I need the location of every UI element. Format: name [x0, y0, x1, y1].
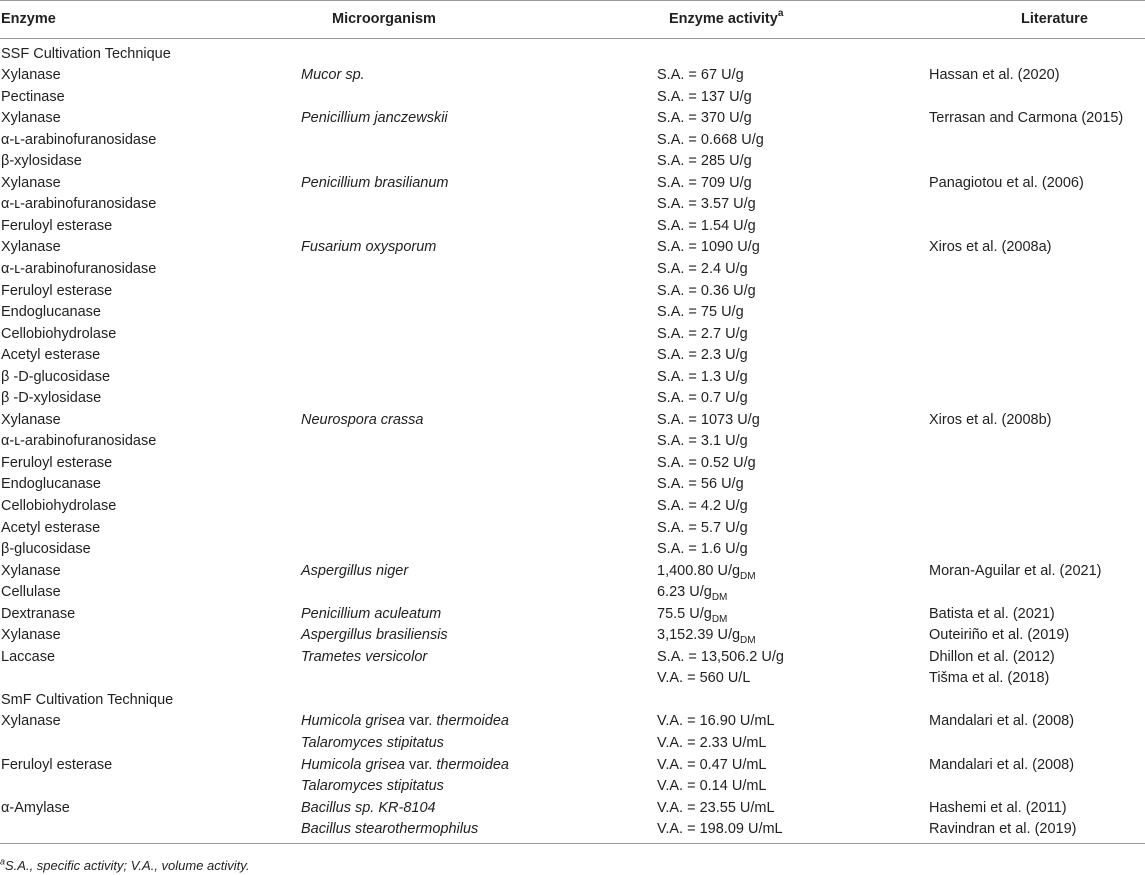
cell-literature: Tišma et al. (2018)	[929, 670, 1050, 687]
cell-enzyme-activity	[657, 172, 925, 194]
activity-value: S.A. = 285 U/g	[657, 153, 752, 170]
table-row	[0, 366, 1145, 388]
cell-literature: Batista et al. (2021)	[929, 605, 1055, 622]
table-row	[0, 495, 1145, 517]
cell-microorganism	[301, 151, 657, 173]
table-row	[0, 431, 1145, 453]
cell-literature: Hassan et al. (2020)	[929, 67, 1060, 84]
cell-literature	[925, 582, 1145, 604]
cell-microorganism: Fusarium oxysporum	[301, 239, 437, 256]
cell-microorganism: Bacillus stearothermophilus	[301, 819, 657, 844]
cell-literature	[925, 129, 1145, 151]
cell-enzyme: α-ʟ-arabinofuranosidase	[1, 260, 157, 277]
table-row	[0, 345, 1145, 367]
header-enzyme-activity	[657, 1, 925, 39]
table-row	[0, 172, 1145, 194]
cell-enzyme-activity	[657, 539, 925, 561]
table-footnote	[0, 858, 249, 873]
table-row	[0, 517, 1145, 539]
cell-enzyme-activity	[657, 452, 925, 474]
table-row	[0, 302, 1145, 324]
table-row	[0, 323, 1145, 345]
header-literature: Literature	[925, 1, 1145, 39]
cell-enzyme: Xylanase	[1, 562, 61, 579]
cell-microorganism	[301, 495, 657, 517]
table-row	[0, 754, 1145, 776]
cell-enzyme-activity	[657, 302, 925, 324]
cell-enzyme-activity	[657, 646, 925, 668]
cell-enzyme-activity	[657, 431, 925, 453]
cell-enzyme-activity	[657, 560, 925, 582]
cell-literature	[925, 215, 1145, 237]
cell-literature	[925, 194, 1145, 216]
cell-literature	[925, 431, 1145, 453]
cell-literature: Mandalari et al. (2008)	[929, 713, 1075, 730]
cell-enzyme-activity	[657, 345, 925, 367]
cell-literature	[925, 495, 1145, 517]
cell-enzyme-activity	[657, 776, 925, 798]
cell-enzyme: Xylanase	[1, 67, 61, 84]
cell-enzyme-activity	[657, 603, 925, 625]
cell-microorganism	[301, 86, 657, 108]
species-name: Humicola grisea	[301, 713, 409, 730]
header-microorganism: Microorganism	[301, 1, 657, 39]
activity-value: 75.5 U/g	[657, 605, 712, 622]
cell-literature	[925, 302, 1145, 324]
cell-microorganism	[301, 474, 657, 496]
cell-microorganism	[301, 517, 657, 539]
table-row	[0, 776, 1145, 798]
cell-enzyme: Cellobiohydrolase	[1, 325, 117, 342]
activity-unit-subscript: DM	[740, 570, 756, 582]
activity-value: S.A. = 5.7 U/g	[657, 519, 748, 536]
table-row	[0, 388, 1145, 410]
table-body	[0, 39, 1145, 844]
activity-value: S.A. = 1.54 U/g	[657, 217, 756, 234]
activity-value: 6.23 U/g	[657, 584, 712, 601]
table-row	[0, 280, 1145, 302]
cell-enzyme-activity	[657, 582, 925, 604]
cell-enzyme: Cellobiohydrolase	[1, 498, 117, 514]
cell-enzyme-activity	[657, 517, 925, 539]
activity-value: S.A. = 1073 U/g	[657, 411, 760, 428]
variety-name: thermoidea	[432, 756, 509, 773]
cell-enzyme: Xylanase	[1, 239, 61, 256]
cell-enzyme-activity	[657, 129, 925, 151]
cell-enzyme: Feruloyl esterase	[1, 454, 113, 471]
cell-enzyme-activity	[657, 625, 925, 647]
cell-enzyme-activity	[657, 194, 925, 216]
activity-value: S.A. = 0.52 U/g	[657, 454, 756, 471]
activity-value: S.A. = 0.668 U/g	[657, 131, 764, 148]
table-row	[0, 129, 1145, 151]
table-row	[0, 711, 1145, 733]
cell-microorganism	[301, 302, 657, 324]
cell-microorganism: Mucor sp.	[301, 67, 365, 84]
table-row	[0, 215, 1145, 237]
cell-enzyme: Xylanase	[1, 411, 61, 428]
cell-literature: Hashemi et al. (2011)	[929, 799, 1067, 816]
cell-enzyme: Xylanase	[1, 110, 61, 127]
cell-microorganism: Penicillium brasilianum	[301, 174, 449, 191]
activity-value: V.A. = 23.55 U/mL	[657, 799, 775, 816]
table-row	[0, 733, 1145, 755]
cell-literature: Mandalari et al. (2008)	[929, 756, 1075, 773]
table-row	[0, 560, 1145, 582]
cell-microorganism	[301, 754, 657, 776]
cell-microorganism	[301, 711, 657, 733]
cell-microorganism: Bacillus sp. KR-8104	[301, 799, 436, 816]
cell-enzyme-activity	[657, 108, 925, 130]
cell-literature	[925, 539, 1145, 561]
cell-enzyme: β-glucosidase	[1, 541, 91, 558]
table-row	[0, 603, 1145, 625]
cell-literature	[925, 280, 1145, 302]
footnote-text: S.A., specific activity; V.A., volume activity.	[5, 858, 250, 873]
cell-microorganism	[301, 668, 657, 690]
activity-value: V.A. = 16.90 U/mL	[657, 713, 775, 730]
cell-enzyme-activity	[657, 754, 925, 776]
activity-value: S.A. = 709 U/g	[657, 174, 752, 191]
cell-microorganism	[301, 280, 657, 302]
cell-enzyme: Acetyl esterase	[1, 519, 101, 536]
cell-enzyme: Dextranase	[1, 605, 76, 622]
cell-microorganism	[301, 431, 657, 453]
cell-microorganism	[301, 215, 657, 237]
activity-value: S.A. = 3.1 U/g	[657, 433, 748, 450]
cell-enzyme-activity	[657, 819, 925, 844]
variety-marker: var.	[409, 756, 433, 773]
activity-value: V.A. = 560 U/L	[657, 670, 751, 687]
table-row	[0, 237, 1145, 259]
table-row	[0, 582, 1145, 604]
activity-value: V.A. = 0.47 U/mL	[657, 756, 767, 773]
cell-enzyme	[0, 668, 301, 690]
cell-microorganism: Neurospora crassa	[301, 411, 424, 428]
cell-enzyme: Endoglucanase	[1, 304, 101, 321]
cell-enzyme: Acetyl esterase	[1, 347, 101, 364]
activity-value: S.A. = 137 U/g	[657, 88, 752, 105]
cell-enzyme: Xylanase	[1, 627, 61, 644]
table-row	[0, 668, 1145, 690]
cell-enzyme-activity	[657, 474, 925, 496]
cell-enzyme: β -D-xylosidase	[1, 390, 102, 407]
section-heading: SmF Cultivation Technique	[1, 691, 174, 708]
table-row	[0, 646, 1145, 668]
footnote-marker: a	[0, 856, 6, 867]
activity-value: V.A. = 198.09 U/mL	[657, 821, 783, 838]
header-row	[0, 1, 1145, 39]
table-row	[0, 151, 1145, 173]
cell-literature: Outeiriño et al. (2019)	[929, 627, 1070, 644]
cell-enzyme-activity	[657, 711, 925, 733]
cell-enzyme-activity	[657, 409, 925, 431]
table-row	[0, 194, 1145, 216]
cell-literature: Dhillon et al. (2012)	[929, 648, 1055, 665]
cell-literature	[925, 474, 1145, 496]
header-activity-label: Enzyme activity	[669, 10, 778, 27]
cell-enzyme-activity	[657, 495, 925, 517]
activity-value: S.A. = 56 U/g	[657, 476, 744, 493]
cell-literature	[925, 452, 1145, 474]
table-row	[0, 539, 1145, 561]
cell-enzyme-activity	[657, 388, 925, 410]
section-heading: SSF Cultivation Technique	[1, 45, 171, 62]
activity-value: S.A. = 2.3 U/g	[657, 347, 748, 364]
cell-enzyme: β-xylosidase	[1, 153, 82, 170]
activity-value: V.A. = 0.14 U/mL	[657, 778, 767, 795]
cell-enzyme: β -D-glucosidase	[1, 368, 111, 385]
cell-enzyme: Endoglucanase	[1, 476, 101, 493]
activity-unit-subscript: DM	[740, 635, 756, 647]
cell-microorganism: Talaromyces stipitatus	[301, 735, 444, 752]
table-row	[0, 819, 1145, 844]
cell-enzyme: Feruloyl esterase	[1, 217, 113, 234]
variety-name: thermoidea	[432, 713, 509, 730]
cell-microorganism	[301, 323, 657, 345]
table-row	[0, 452, 1145, 474]
table-row	[0, 409, 1145, 431]
activity-value: S.A. = 13,506.2 U/g	[657, 648, 784, 665]
cell-enzyme-activity	[657, 280, 925, 302]
cell-enzyme: Laccase	[1, 648, 56, 665]
activity-value: S.A. = 1090 U/g	[657, 239, 760, 256]
cell-microorganism: Talaromyces stipitatus	[301, 778, 444, 795]
cell-microorganism: Aspergillus niger	[301, 562, 409, 579]
cell-enzyme-activity	[657, 668, 925, 690]
cell-literature	[925, 517, 1145, 539]
activity-value: V.A. = 2.33 U/mL	[657, 735, 767, 752]
cell-literature: Xiros et al. (2008b)	[929, 411, 1052, 428]
cell-enzyme: Xylanase	[1, 174, 61, 191]
cell-enzyme: Feruloyl esterase	[1, 756, 113, 773]
cell-enzyme-activity	[657, 733, 925, 755]
cell-enzyme-activity	[657, 237, 925, 259]
cell-literature	[925, 733, 1145, 755]
cell-literature	[925, 151, 1145, 173]
header-activity-footnote-marker: a	[777, 7, 784, 19]
cell-enzyme	[0, 819, 301, 844]
cell-microorganism	[301, 388, 657, 410]
cell-enzyme-activity	[657, 258, 925, 280]
cell-microorganism	[301, 452, 657, 474]
table-row	[0, 797, 1145, 819]
cell-enzyme: α-ʟ-arabinofuranosidase	[1, 196, 157, 213]
activity-value: 1,400.80 U/g	[657, 562, 741, 579]
cell-microorganism	[301, 345, 657, 367]
cell-enzyme: Pectinase	[1, 88, 65, 105]
table-row	[0, 86, 1145, 108]
cell-literature	[925, 776, 1145, 798]
cell-enzyme: α-ʟ-arabinofuranosidase	[1, 433, 157, 450]
cell-enzyme: Feruloyl esterase	[1, 282, 113, 299]
cell-enzyme-activity	[657, 366, 925, 388]
activity-value: S.A. = 2.7 U/g	[657, 325, 748, 342]
activity-unit-subscript: DM	[711, 613, 728, 625]
cell-microorganism: Trametes versicolor	[301, 648, 428, 665]
cell-literature: Terrasan and Carmona (2015)	[929, 110, 1124, 127]
cell-enzyme: α-ʟ-arabinofuranosidase	[1, 131, 157, 148]
cell-enzyme	[0, 776, 301, 798]
species-name: Humicola grisea	[301, 756, 409, 773]
activity-value: S.A. = 3.57 U/g	[657, 196, 756, 213]
cell-enzyme: Cellulase	[1, 584, 61, 601]
cell-enzyme	[0, 733, 301, 755]
activity-value: S.A. = 0.36 U/g	[657, 282, 756, 299]
cell-enzyme: α-Amylase	[1, 799, 70, 816]
activity-unit-subscript: DM	[711, 592, 728, 604]
cell-microorganism	[301, 539, 657, 561]
cell-microorganism	[301, 258, 657, 280]
table-row	[0, 474, 1145, 496]
cell-microorganism	[301, 582, 657, 604]
cell-literature: Ravindran et al. (2019)	[925, 819, 1145, 844]
cell-microorganism	[301, 194, 657, 216]
table-row	[0, 108, 1145, 130]
cell-microorganism: Penicillium aculeatum	[301, 605, 442, 622]
cell-enzyme-activity	[657, 797, 925, 819]
activity-value: 3,152.39 U/g	[657, 627, 741, 644]
cell-enzyme-activity	[657, 323, 925, 345]
cell-enzyme-activity	[657, 215, 925, 237]
cell-microorganism	[301, 366, 657, 388]
activity-value: S.A. = 75 U/g	[657, 304, 744, 321]
cell-microorganism: Aspergillus brasiliensis	[301, 627, 448, 644]
table-row	[0, 625, 1145, 647]
cell-literature	[925, 388, 1145, 410]
table-row	[0, 258, 1145, 280]
activity-value: S.A. = 2.4 U/g	[657, 260, 748, 277]
cell-literature	[925, 366, 1145, 388]
table-row	[0, 65, 1145, 87]
cell-enzyme-activity	[657, 151, 925, 173]
activity-value: S.A. = 4.2 U/g	[657, 498, 748, 514]
section-row	[0, 689, 1145, 711]
cell-enzyme: Xylanase	[1, 713, 61, 730]
variety-marker: var.	[409, 713, 433, 730]
cell-microorganism: Penicillium janczewskii	[301, 110, 448, 127]
activity-value: S.A. = 67 U/g	[657, 67, 744, 84]
cell-literature	[925, 258, 1145, 280]
cell-enzyme-activity	[657, 65, 925, 87]
cell-literature: Panagiotou et al. (2006)	[929, 174, 1084, 191]
cell-literature	[925, 323, 1145, 345]
section-row	[0, 39, 1145, 65]
header-enzyme: Enzyme	[0, 1, 301, 39]
cell-literature	[925, 86, 1145, 108]
cell-microorganism	[301, 129, 657, 151]
cell-enzyme-activity	[657, 86, 925, 108]
activity-value: S.A. = 1.3 U/g	[657, 368, 748, 385]
activity-value: S.A. = 370 U/g	[657, 110, 752, 127]
cell-literature	[925, 345, 1145, 367]
cell-literature: Xiros et al. (2008a)	[929, 239, 1052, 256]
activity-value: S.A. = 0.7 U/g	[657, 390, 748, 407]
activity-value: S.A. = 1.6 U/g	[657, 541, 748, 558]
cell-literature: Moran-Aguilar et al. (2021)	[929, 562, 1102, 579]
